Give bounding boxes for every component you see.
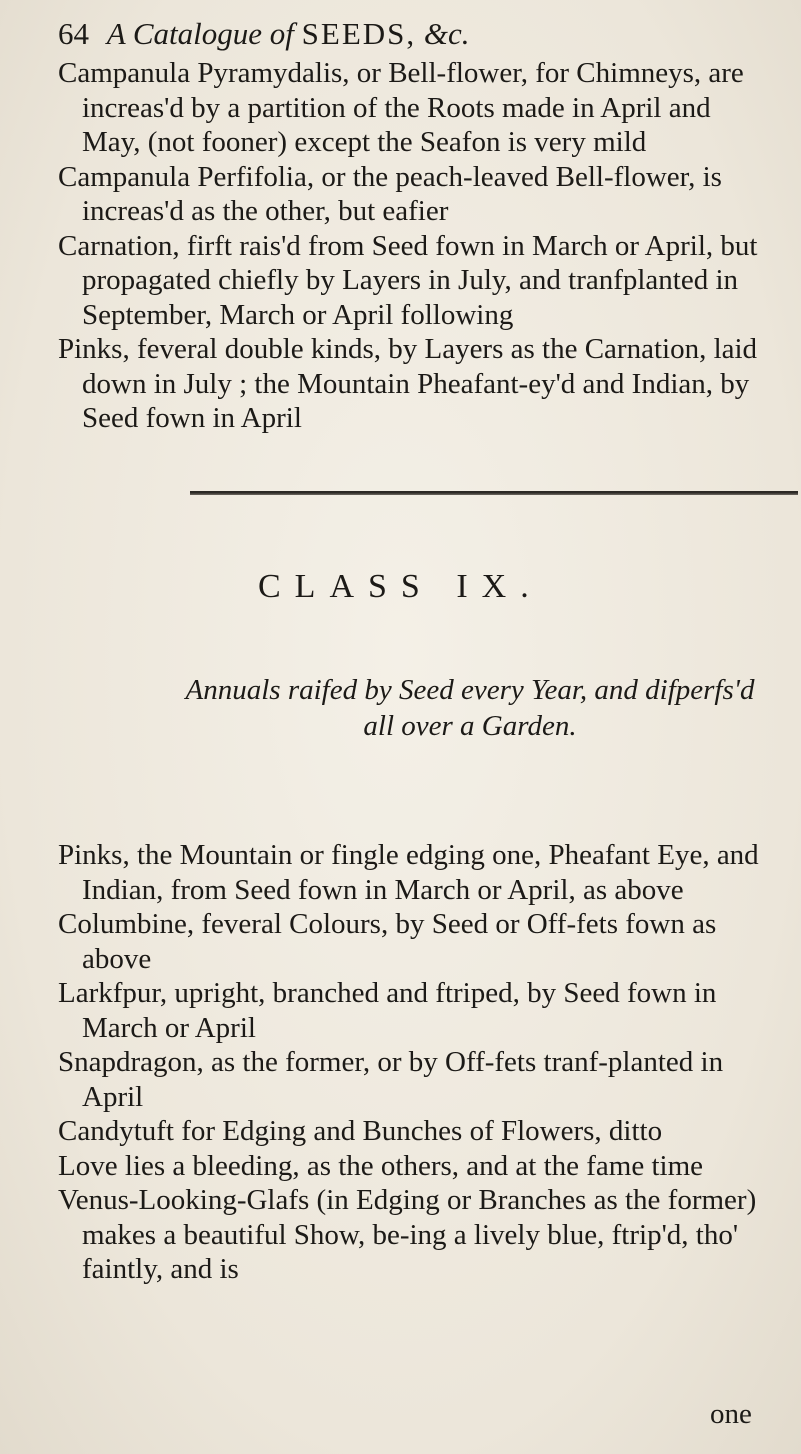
entry-larkfpur: Larkfpur, upright, branched and ftriped, by Seed fown in March or April [58,977,717,1044]
section-divider-rule [190,491,798,495]
entry-pinks-double: Pinks, feveral double kinds, by Layers as the Carnation, laid down in July ; the Mountain Pheafant-ey'd and Indian, by Seed fown in April [58,333,758,434]
entry-candytuft: Candytuft for Edging and Bunches of Flowers, ditto [58,1115,663,1147]
catchword: one [710,1398,752,1430]
entry-campanula-perfifolia: Campanula Perfifolia, or the peach-leaved Bell-flower, is increas'd as the other, but eafier [58,160,722,227]
page-number: 64 [58,16,89,51]
entry-love-lies-bleeding: Love lies a bleeding, as the others, and at the fame time [58,1149,704,1182]
entry-snapdragon: Snapdragon, as the former, or by Off-fets tranf-planted in April [58,1046,724,1113]
class-subtitle [150,672,790,744]
class-subtitle-line-2: all over a Garden. [363,710,577,742]
entry-columbine: Columbine, feveral Colours, by Seed or Off-fets fown as above [58,908,717,975]
class-subtitle-line-1: Annuals raifed by Seed every Year, and difperfs'd [185,674,755,706]
entry-pinks-mountain: Pinks, the Mountain or fingle edging one, Pheafant Eye, and Indian, from Seed fown in March or April, as above [58,839,759,906]
entries-before-list [58,56,766,436]
running-header [58,16,470,52]
class-heading: CLASS IX. [258,568,543,605]
header-title-caps: SEEDS, [301,16,417,51]
entry-carnation: Carnation, firft rais'd from Seed fown in March or April, but propagated chiefly by Layers in July, and tranfplanted in September, March or April following [58,229,758,331]
header-title-tail: &c. [423,16,470,51]
entry-campanula-pyramydalis: Campanula Pyramydalis, or Bell-flower, for Chimneys, are increas'd by a partition of the Roots made in April and May, (not fooner) except the Seafon is very mild [58,57,744,158]
entry-venus-looking-glafs: Venus-Looking-Glafs (in Edging or Branches as the former) makes a beautiful Show, be-ing a lively blue, ftrip'd, tho' faintly, and is [58,1184,757,1285]
header-title-italic: A Catalogue of [106,16,294,51]
entries-after-list [58,838,766,1287]
